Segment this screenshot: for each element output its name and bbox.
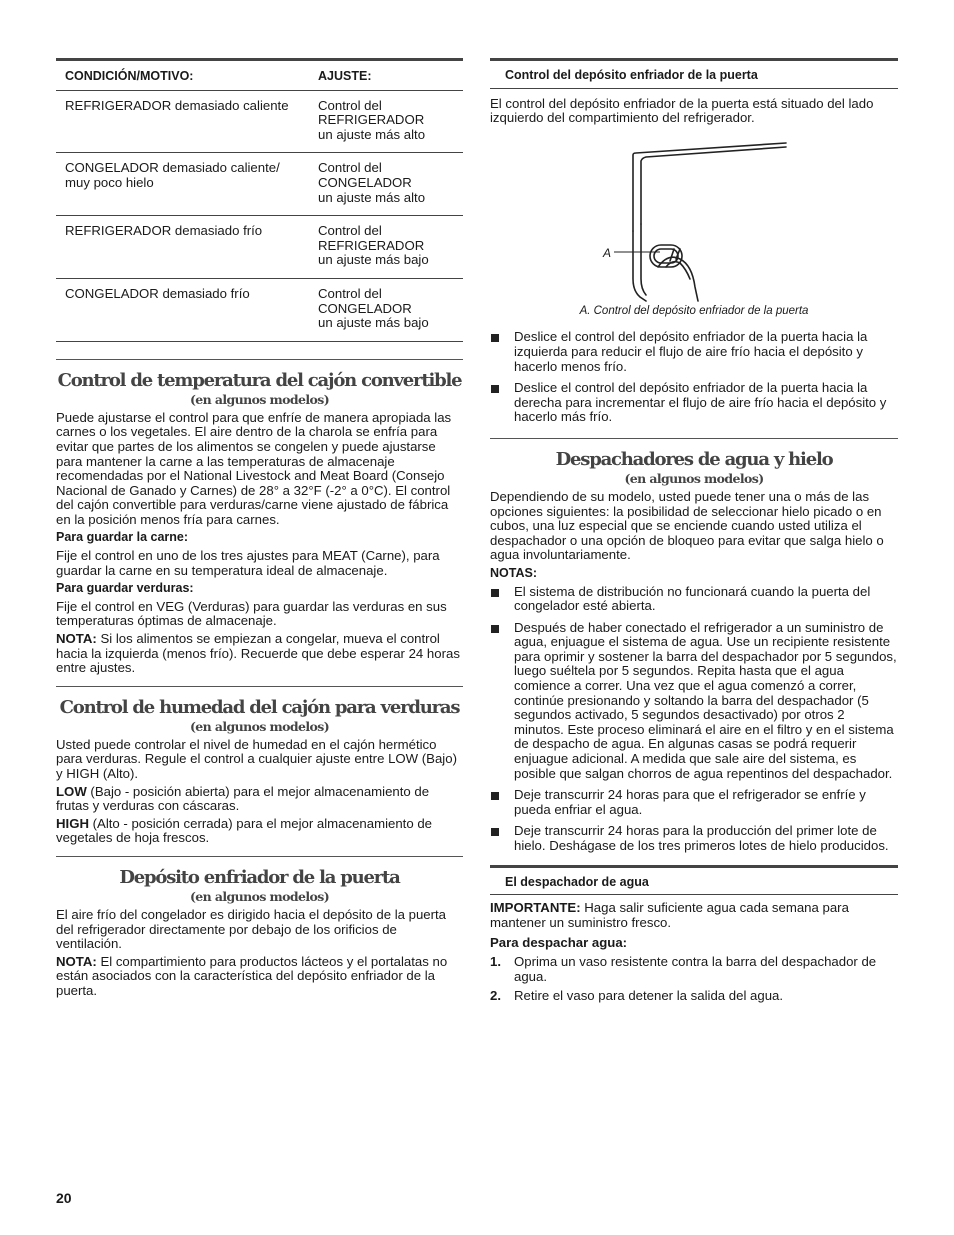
table-row [56, 216, 463, 279]
section-divider [56, 856, 463, 857]
section-divider [56, 686, 463, 687]
note-text: El compartimiento para productos lácteos y el portalatas no están asociados con la característica del depósito enfriador de la puerta. [56, 953, 448, 998]
settings-table [56, 58, 463, 342]
list-item [490, 989, 898, 1004]
low-paragraph [56, 785, 463, 814]
paragraph: Fije el control en uno de los tres ajustes para MEAT (Carne), para guardar la carne en su temperatura ideal de almacenaje. [56, 548, 440, 578]
section-subtitle: (en algunos modelos) [189, 718, 330, 734]
high-text: (Alto - posición cerrada) para el mejor almacenamiento de vegetales de hoja frescos. [56, 815, 433, 846]
important-paragraph [490, 901, 898, 930]
important-text: Haga salir suficiente agua cada semana para mantener un suministro fresco. [490, 900, 849, 930]
step-text: Oprima un vaso resistente contra la barra del despachador de agua. [514, 953, 877, 984]
list-item: El sistema de distribución no funcionará cuando la puerta del congelador esté abierta. [490, 585, 898, 614]
note-label: NOTA: [56, 953, 97, 969]
table-cell-setting: Control del CONGELADOR un ajuste más bajo [309, 278, 463, 341]
paragraph: Dependiendo de su modelo, usted puede tener una o más de las opciones siguientes: la posibilidad de seleccionar hielo picado o en cubos, una luz especial que se enciende cuando usted utiliza el despachador o una opción de bloqueo para evitar que salga hielo o agua involuntariamente. [490, 488, 884, 563]
section-title: Despachadores de agua y hielo [555, 448, 833, 470]
section-subtitle: (en algunos modelos) [189, 391, 330, 407]
paragraph: Usted puede controlar el nivel de humedad en el cajón hermético para verduras. Regule el control a cualquier ajuste entre LOW (Bajo) y HIGH (Alto). [56, 736, 457, 781]
list-item: Deslice el control del depósito enfriador de la puerta hacia la derecha para incrementar el flujo de aire frío hacia el depósito y hacerlo más frío. [490, 381, 898, 425]
note-label: NOTA: [56, 631, 97, 647]
table-row [56, 153, 463, 216]
notes-list [490, 585, 898, 854]
list-item: Después de haber conectado el refrigerador a un suministro de agua, enjuague el sistema de agua. Use un recipiente resistente para oprimir y sostener la barra del despachador por 5 segundos, luego suéltela por 5 segundos. Repita hasta que el agua comience a correr. Una vez que el agua comenzó a correr, continúe presionando y soltando la barra del despachador (5 segundos activado, 5 segundos desactivado) por otros 2 minutos. Este proceso eliminará el aire en el filtro y en el sistema de despacho de agua. En algunas casas se podrá requerir enjuague adicional. A medida que sale aire del sistema, es posible que salgan chorros de agua repentinos del despachador. [490, 621, 898, 782]
paragraph: El control del depósito enfriador de la puerta está situado del lado izquierdo del compartimiento del refrigerador. [490, 95, 874, 126]
list-item: Deje transcurrir 24 horas para que el refrigerador se enfríe y pueda enfriar el agua. [490, 788, 898, 817]
table-header-condition: CONDICIÓN/MOTIVO: [56, 60, 309, 91]
table-header-row [56, 60, 463, 91]
table-cell-condition: REFRIGERADOR demasiado caliente [56, 90, 309, 153]
note-paragraph [56, 955, 463, 999]
table-cell-condition: CONGELADOR demasiado frío [56, 278, 309, 341]
table-cell-setting: Control del REFRIGERADOR un ajuste más bajo [309, 216, 463, 279]
important-label: IMPORTANTE: [490, 900, 581, 916]
door-control-figure [490, 129, 898, 304]
subheading: Para guardar verduras: [56, 581, 194, 596]
subheading: NOTAS: [490, 565, 537, 580]
figure-label-a: A [603, 245, 612, 260]
note-text: Si los alimentos se empiezan a congelar, mueva el control hacia la izquierda (menos frío). Recuerde que debe esperar 24 horas entre ajustes. [56, 631, 460, 676]
section-title: Control de humedad del cajón para verduras [59, 696, 460, 718]
list-item: Deslice el control del depósito enfriador de la puerta hacia la izquierda para reducir el flujo de aire frío hacia el depósito y hacerlo menos frío. [490, 330, 898, 374]
door-control-bar: Control del depósito enfriador de la puerta [490, 58, 898, 89]
table-header-setting: AJUSTE: [309, 60, 463, 91]
high-label: HIGH [56, 815, 89, 831]
note-paragraph [56, 632, 463, 676]
right-column [490, 58, 898, 1009]
table-row [56, 278, 463, 341]
table-cell-condition: CONGELADOR demasiado caliente/ muy poco hielo [56, 153, 309, 216]
water-dispenser-bar: El despachador de agua [490, 865, 898, 896]
list-item [490, 955, 898, 984]
low-label: LOW [56, 783, 87, 799]
paragraph: Puede ajustarse el control para que enfríe de manera apropiada las carnes o los vegetales. El aire dentro de la charola se enfría para evitar que partes de los alimentos se congelen y puede ajustarse para mantener la carne a las temperaturas de almacenaje recomendadas por el National Livestock and Meat Board (Consejo Nacional de Ganado y Carnes) de 28° a 32°F (-2° a 0°C). El control del cajón convertible para verduras/carne viene ajustado de fábrica en la posición menos fría para carnes. [56, 409, 452, 527]
subheading: Para guardar la carne: [56, 530, 189, 545]
paragraph: Fije el control en VEG (Verduras) para guardar las verduras en sus temperaturas óptimas de almacenaje. [56, 598, 447, 629]
steps-list [490, 955, 898, 1004]
section-title: Control de temperatura del cajón convertible [57, 369, 462, 391]
left-column [56, 58, 463, 1002]
table-row [56, 90, 463, 153]
high-paragraph [56, 817, 463, 846]
subheading: Para despachar agua: [490, 935, 628, 951]
dispensers-section [490, 449, 898, 854]
step-number: 2. [490, 988, 501, 1004]
paragraph: El aire frío del congelador es dirigido hacia el depósito de la puerta del refrigerador directamente por debajo de los orificios de ventilación. [56, 906, 447, 952]
door-bin-section [56, 867, 463, 999]
table-cell-condition: REFRIGERADOR demasiado frío [56, 216, 309, 279]
humidity-section [56, 697, 463, 846]
page-number: 20 [56, 1190, 72, 1206]
table-cell-setting: Control del CONGELADOR un ajuste más alto [309, 153, 463, 216]
section-title: Depósito enfriador de la puerta [119, 866, 400, 888]
section-subtitle: (en algunos modelos) [624, 470, 764, 486]
door-control-list [490, 330, 898, 425]
table-cell-setting: Control del REFRIGERADOR un ajuste más alto [309, 90, 463, 153]
step-number: 1. [490, 953, 501, 969]
list-item: Deje transcurrir 24 horas para la producción del primer lote de hielo. Deshágase de los tres primeros lotes de hielo producidos. [490, 824, 898, 853]
convertible-drawer-section [56, 370, 463, 676]
step-text: Retire el vaso para detener la salida del agua. [514, 988, 784, 1004]
door-illustration [490, 129, 898, 304]
section-divider [490, 438, 898, 439]
figure-caption: A. Control del depósito enfriador de la puerta [579, 304, 809, 317]
section-divider [56, 359, 463, 360]
low-text: (Bajo - posición abierta) para el mejor almacenamiento de frutas y verduras con cáscaras. [56, 783, 430, 814]
section-subtitle: (en algunos modelos) [189, 888, 330, 904]
